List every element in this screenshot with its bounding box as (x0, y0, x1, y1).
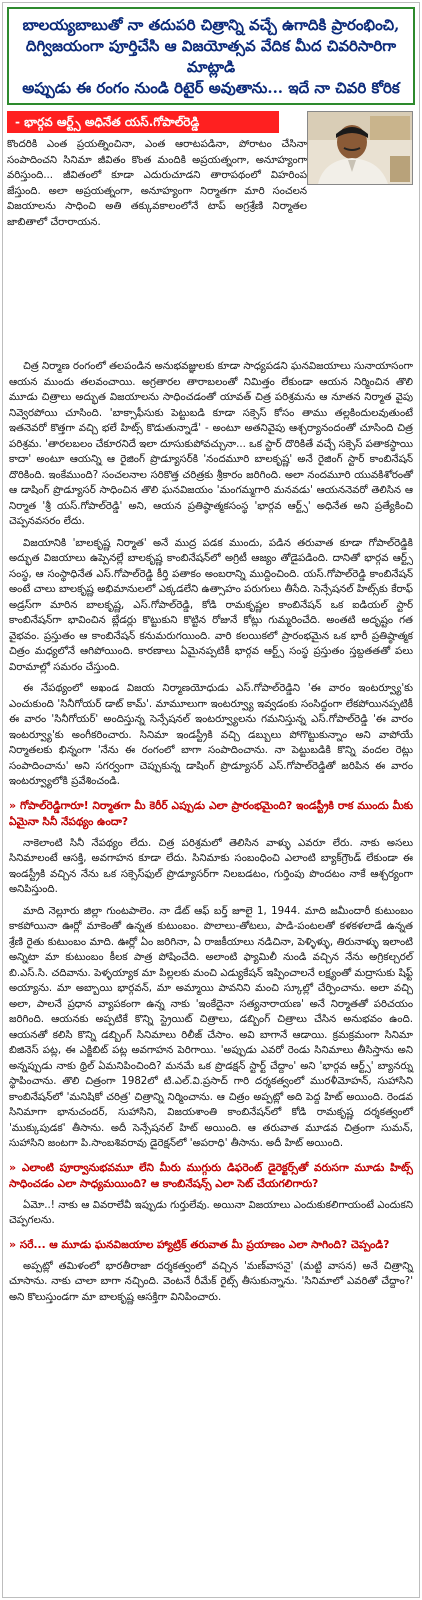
double-arrow-icon: » (9, 1237, 17, 1251)
paragraph-3: ఈ నేపథ్యంలో అఖండ విజయ నిర్మాణయోధుడు ఎస్.గోపాల్‌రెడ్డిని 'ఈ వారం ఇంటర్వ్యూ'కు ఎంచుకుంది 'సినీగోయర్ డాట్ కామ్'. మామూలుగా ఇంటర్వ్యూ ఇవ్వడంకు సంసిద్ధంగా లేకపోయినప్పటికీ ఈ వారం 'సినీగోయర్' అందిస్తున్న సెన్సేషనల్ ఇంటర్వ్యూలను గమనిస్తున్న ఎస్.గోపాల్‌రెడ్డి 'ఈ వారం ఇంటర్వ్యూ'కు అంగీకరించారు. సినిమా ఇండస్ట్రీకి వచ్చి డబ్బులు పోగొట్టుకున్నాం అని వాపోయే నిర్మాతలకు భిన్నంగా 'నేను ఈ రంగంలో బాగా సంపాదించాను. నా పెట్టుబడికి కొన్ని వందల రెట్లు సంపాదించాను' అని సగర్వంగా చెప్పుకున్న డాషింగ్ ప్రొడ్యూసర్ ఎస్.గోపాల్‌రెడ్డితో జరిపిన ఈ వారం ఇంటర్వ్యూలోకి ప్రవేశించండి. (9, 683, 413, 787)
paragraph-1: చిత్ర నిర్మాణ రంగంలో తలపండిన అనుభవజ్ఞులకు కూడా సాధ్యపడని ఘనవిజయాలు సునాయాసంగా ఆయన ముందు తలవంచాయి. అగ్రతారల తారాబలంతో నిమిత్తం లేకుండా ఆయన నిర్మించిన తొలి మూడు చిత్రాలు అద్భుత విజయాలను సాధించడంతో యావత్ చిత్ర పరిశ్రమను ఆ నూతన నిర్మాత వైపు నివ్వెరపోయి చూసింది. 'బాక్సాఫీసుకు పెట్టుబడి కూడా సక్సెస్ కోసం తాము తల్లకిందులవుతుంటే ఇతనెవరో కొత్తగా వచ్చి భలే హిట్స్ కొడుతున్నాడే' - అంటూ అతనివైపు ఆశ్చర్యానందంతో చూసింది చిత్ర పరిశ్రమ. 'తారలబలం చేకూరనిదే ఇలా దూసుకుపోవచ్చునా... ఒక స్టార్ దొరికితే వచ్చే సక్సెస్ పతాకస్థాయి కాదా' అంటూ ఆయన్ని ఆ రైజింగ్ ప్రొడ్యూసర్‌కి 'నందమూరి బాలకృష్ణ' అనే రైజింగ్ స్టార్ కాంబినేషన్ దొరికింది. ఇంకేముంది? సంచలనాల సరికొత్త చరిత్రకు శ్రీకారం జరిగింది. అలా నందమూరి యువకిశోరంతో ఆ డాషింగ్ ప్రొడ్యూసర్ సాధించిన తొలి ఘనవిజయం 'మంగమ్మగారి మనవడు' ఆయననెవరో తెలిసిన ఆ నిర్మాత 'శ్రీ యస్.గోపాల్‌రెడ్డి' అని, ఆయన ప్రతిష్ఠాత్మకసంస్థ 'భార్గవ ఆర్ట్స్' అధినేత అని ప్రత్యేకించి చెప్పనవసరం లేదు. (9, 361, 413, 527)
byline-banner: - భార్గవ ఆర్ట్స్ అధినేత యస్.గోపాల్‌రెడ్డి (7, 111, 279, 133)
headline-line-2: దిగ్విజయంగా పూర్తిచేసి ఆ విజయోత్సవ వేదిక మీద చివరిసారిగా మాట్లాడి (25, 37, 397, 76)
headline-line-3: అప్పుడు ఈ రంగం నుండి రిటైర్ అవుతాను... ఇదే నా చివరి కోరిక (22, 79, 400, 97)
question-3-text: సరే... ఆ మూడు ఘనవిజయాల హ్యాట్రిక్ తరువాత మీ ప్రయాణం ఎలా సాగింది? చెప్పండి? (19, 1238, 390, 1251)
portrait-image (308, 112, 412, 184)
question-3 (9, 1237, 413, 1253)
question-1 (9, 798, 413, 830)
answer-1-part-1: నాకెలాంటి సినీ నేపథ్యం లేదు. చిత్ర పరిశ్రమలో తెలిసిన వాళ్ళు ఎవరూ లేరు. నాకు అసలు సినిమాలంటే ఆసక్తి, అవగాహన కూడా లేదు. సినిమాకు సంబంధించి ఎలాంటి బ్యాక్‌గ్రౌండ్ లేకుండా ఈ ఇండస్ట్రీకి వచ్చిన నేను ఒక సక్సెస్‌ఫుల్ ప్రొడ్యూసర్‌గా నిలబడటం, గుర్తింపు పొందటం నాకే ఆశ్చర్యంగా అనిపిస్తుంది. (9, 837, 413, 895)
paragraph-2: విజయానికి 'బాలకృష్ణ నిర్మాత' అనే ముద్ర పడక ముందు, పడిన తరువాత కూడా గోపాల్‌రెడ్డికి అద్భుత విజయాలు ఉప్పెనల్లే బాలకృష్ణ కాంబినేషన్‌లో అగ్రిటీ ఆజ్యం తోడైపడింది. దానితో భార్గవ ఆర్ట్స్ సంస్థ, ఆ సంస్థాధినేత ఎస్.గోపాల్‌రెడ్డి కీర్తి పతాకం అంబరాన్ని ముద్దించింది. యస్.గోపాల్‌రెడ్డి కాంబినేషన్ అంటే చాలు బాలకృష్ణ అభిమానులలో ఎక్కడలేని ఉత్సాహం పరుగులు తీసేది. సెన్సేషనల్ హిట్స్‌కు కేరాఫ్ అడ్రస్‌గా మారిన బాలకృష్ణ, ఎస్.గోపాల్‌రెడ్డి, కోడి రామకృష్ణల కాంబినేషన్ ఒక ఐడియల్ స్టార్ కాంబినేషన్‌గా భావించిన బ్లేడర్లు కొట్టుకుని కొట్టిన రోజునే కోట్లు గుమ్మరించేది. అంతటి అదృష్టం గత వైభవం. ప్రస్తుతం ఆ కాంబినేషన్ కనుమరుగయింది. వారి కలయికలో ప్రారంభమైన ఒక భారీ ప్రతిష్ఠాత్మక చిత్రం మధ్యలోనే ఆగిపోయింది. కారణాలు ఏమైనప్పటికీ భార్గవ ఆర్ట్స్ సంస్థ ప్రస్తుతం స్తబ్దతతతో పలు విరామాల్లో సమరం చేస్తుంది. (9, 537, 413, 673)
article-body (9, 359, 413, 1305)
article-page (2, 2, 420, 1598)
question-1-text: గోపాల్‌రెడ్డిగారూ! నిర్మాతగా మీ కెరీర్ ఎప్పుడు ఎలా ప్రారంభమైంది? ఇండస్ట్రీకి రాక ముందు మీకు ఏమైనా సినీ నేపథ్యం ఉందా? (9, 799, 413, 828)
answer-3: అప్పట్లో తమిళంలో భారతీరాజా దర్శకత్వంలో వచ్చిన 'మణ్‌వాసనై' (మట్టి వాసన) అనే చిత్రాన్ని చూసాను. నాకు చాలా బాగా నచ్చింది. వెంటనే రీమేక్ రైట్స్ తీసుకున్నాను. 'సినిమాలో ఎవరితో చేద్దాం?' అని కొలుస్తుండగా మా బాలకృష్ణ ఆసక్తిగా వినిపించారు. (9, 1260, 413, 1303)
double-arrow-icon: » (9, 798, 17, 812)
answer-1-part-2: మాది నెల్లూరు జిల్లా గుంటపాలెం. నా డేట్ ఆఫ్ బర్త్ జూలై 1, 1944. మాది జమీందారీ కుటుంబం కాకపోయినా ఊర్లో మాకెంతో ఉన్నత కుటుంబం. పొలాలు-తోటలు, పాడి-పంటలతో కళకళలాడే ఉన్నత శ్రేణి రైతు కుటుంబం మాది. ఊర్లో ఏం జరిగినా, ఏ రాజకీయాలు నడిచినా, పెళ్ళిళ్ళు, తిరునాళ్ళు ఇలాంటి అన్నిటా మా కుటుంబం కీలక పాత్ర పోషించేది. అలాంటి ఫ్యామిలీ నుండి వచ్చిన నేను అగ్రికల్చరల్ బి.ఎస్.సి. చదివాను. పెళ్ళయ్యాక మా పిల్లలకు మంచి ఎడ్యుకేషన్ ఇప్పించాలనే లక్ష్యంతో మద్రాసుకు షిఫ్ట్ అయ్యాను. మా అబ్బాయి భార్గవన్, మా అమ్మాయి పావనిని మంచి స్కూల్లో చేర్పించాను. అలా వచ్చి అలా, పాలనే ప్రధాన వ్యాపకంగా ఉన్న నాకు 'ఇంకేదైనా సత్యనారాయణ' అనే నిర్మాతతో పరిచయం జరిగింది. ఆయనకు అప్పటికే కొన్ని స్ట్రెయిట్ చిత్రాలు, డబ్బింగ్ చిత్రాలు చేసిన అనుభవం ఉంది. ఆయనతో కలిసి కొన్ని డబ్బింగ్ సినిమాలు రిలీజ్ చేసాం. అవి బాగానే ఆడాయి. క్రమక్రమంగా సినిమా బిజినెస్ పట్ల, ఈ ఎక్జిబిట్ పట్ల అవగాహన పెరిగాయి. 'అప్పుడు ఎవరో రెండు సినిమాలు తీసిస్తాను అని అన్నప్పుడు నాకు థ్రిల్ ఏమనిపించింది? మనమే ఒక ప్రొడక్షన్ స్టార్ట్ చేద్దాం' అని 'భార్గవ ఆర్ట్స్' బ్యానర్ను స్థాపించాను. తొలి చిత్రంగా 1982లో టి.ఎల్.వి.ప్రసాద్ గారి దర్శకత్వంలో మురళీమోహన్, సుహాసిని కాంబినేషన్‌లో 'మనిషికో చరిత్ర' చిత్రాన్ని నిర్మించాను. ఆ చిత్రం అప్పట్లో అది పెద్ద హిట్ అయింది. రెండవ సినిమాగా భానుచందర్, సుహాసిని, విజయశాంతి కాంబినేషన్‌లో కోడి రామకృష్ణ దర్శకత్వంలో 'ముక్కుపుడక' తీసాను. అదీ సెన్సేషనల్ హిట్ అయింది. ఆ తరువాత మూడవ చిత్రంగా సుమన్, సుహాసిని జంటగా పి.సాంబశివరావు డైరెక్షన్‌లో 'అపరాధి' తీసాను. అదీ హిట్ అయింది. (9, 905, 413, 1149)
intro-paragraph: కొందరికి ఎంత ప్రయత్నించినా, ఎంత ఆరాటపడినా, పోరాటం చేసినా సంపాదించని సినిమా జీవితం కొంత మందికి అప్రయత్నంగా, అనూహ్యంగా వరిస్తుంది... జీవితంలో కూడా ఎదురుచూడని తారాపథంలో విహరింప జేస్తుంది. అలా అప్రయత్నంగా, అనూహ్యంగా నిర్మాతగా మారి సంచలన విజయాలను సాధించి అతి తక్కువకాలంలోనే టాప్ అగ్రశ్రేణి నిర్మాతల జాబితాలో చేరారాయన. (7, 139, 307, 228)
headline-box (7, 7, 415, 105)
answer-2: ఏమో..! నాకు ఆ వివరాలేవీ ఇప్పుడు గుర్తులేవు. అయినా విజయాలు ఎందుకుకలిగాయంటే ఎందుకని చెప్పగలను. (9, 1199, 413, 1226)
question-2-text: ఎలాంటి పూర్వానుభవమూ లేని మీరు ముగ్గురు డిఫరెంట్ డైరెక్టర్స్‌తో వరుసగా మూడు హిట్స్ సాధించడం ఎలా సాధ్యమయింది? ఆ కాంబినేషన్స్ ఎలా సెట్ చేయగలిగారు? (9, 1161, 413, 1190)
question-2 (9, 1160, 413, 1192)
double-arrow-icon: » (9, 1160, 17, 1174)
portrait-photo (307, 111, 413, 185)
byline-section (7, 109, 415, 228)
headline-line-1: బాలయ్యబాబుతో నా తదుపరి చిత్రాన్ని వచ్చే ఉగాదికి ప్రారంభించి, (22, 16, 400, 34)
